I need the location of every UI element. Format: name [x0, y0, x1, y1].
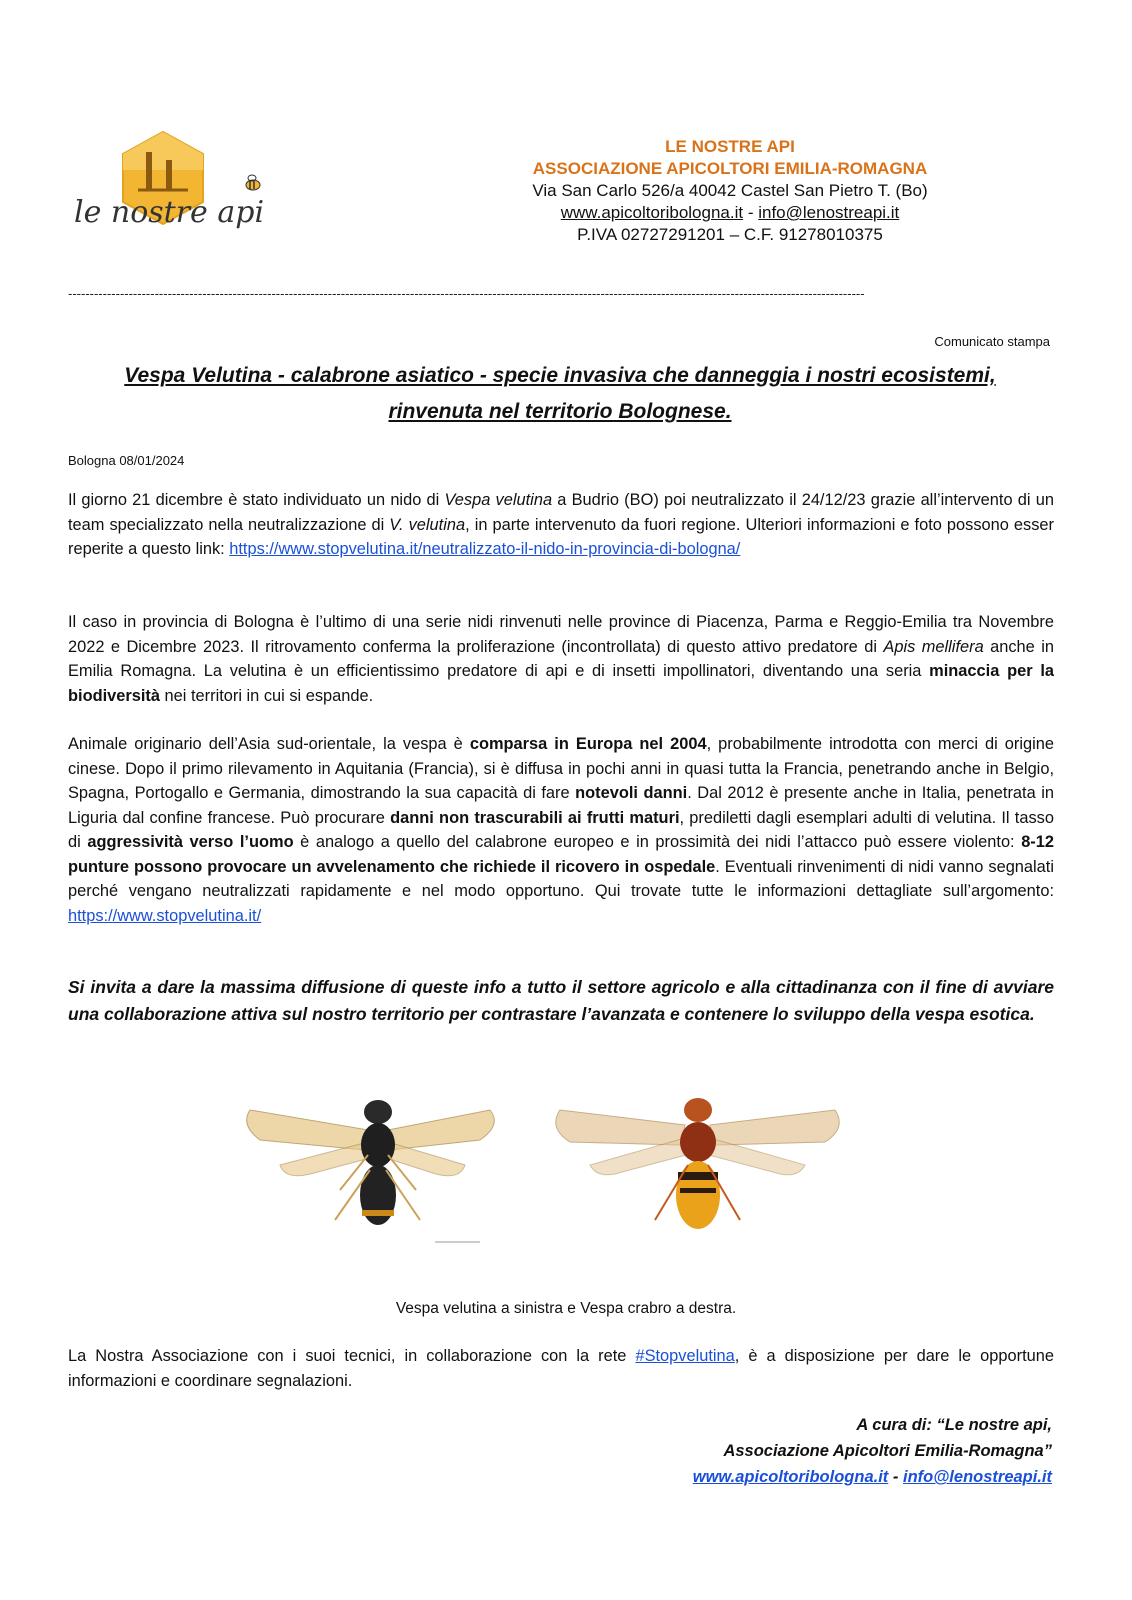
p2-text-a: Il caso in provincia di Bologna è l’ultimo di una serie nidi rinvenuti nelle province di Piacenza, Parma e Reggio-Emilia tra Novembre 2022 e Dicembre 2023. Il ritrovamento conferma la proliferazione (incontrollata) di questo attivo predatore di [68, 613, 1054, 656]
paragraph-5 [68, 1344, 1054, 1393]
header-separator: - [743, 203, 759, 222]
signature-email-link[interactable]: info@lenostreapi.it [902, 1468, 1052, 1486]
p5-text-a: La Nostra Associazione con i suoi tecnici, in collaborazione con la rete [68, 1347, 636, 1365]
association-logo [68, 130, 268, 245]
signature-contacts [693, 1464, 1052, 1490]
stopvelutina-site-link[interactable]: https://www.stopvelutina.it/ [68, 906, 262, 925]
p2-text-b: anche in Emilia Romagna. La velutina è un efficientissimo predatore di api e di insetti impollinatori, diventando una seria [68, 637, 1054, 680]
p3-text-b: , probabilmente introdotta con merci di origine cinese. Dopo il primo rilevamento in Aquitania (Francia), si è diffusa in pochi anni in quasi tutta la Francia, penetrando anche in Belgio, Spagna, Portogallo e Germania, dimostrando la sua capacità di fare [68, 735, 1054, 802]
p2-emphasis: minaccia per la biodiversità [68, 662, 1054, 705]
org-tax-ids: P.IVA 02727291201 – C.F. 91278010375 [577, 225, 883, 244]
p3-emphasis-d: aggressività verso l’uomo [87, 833, 294, 851]
org-name: LE NOSTRE API [665, 137, 795, 156]
p1-species: Vespa velutina [444, 491, 553, 509]
p3-emphasis-a: comparsa in Europa nel 2004 [469, 735, 707, 753]
document-date: Bologna 08/01/2024 [68, 453, 185, 468]
header-email-link[interactable]: info@lenostreapi.it [758, 203, 900, 222]
hornet-photos [240, 1070, 860, 1260]
p1-species-abbr: V. velutina [389, 515, 466, 534]
p3-text-d: , prediletti dagli esemplari adulti di velutina. Il tasso di [68, 808, 1054, 851]
signature-line-2: Associazione Apicoltori Emilia-Romagna” [723, 1442, 1052, 1460]
title-line-1: Vespa Velutina - calabrone asiatico - specie invasiva che danneggia i nostri ecosistemi, [124, 364, 996, 387]
p3-emphasis-c: danni non trascurabili ai frutti maturi [390, 808, 680, 827]
p5-text-b: , è a disposizione per dare le opportune informazioni e coordinare segnalazioni. [68, 1347, 1054, 1390]
signature-line-1: A cura di: “Le nostre api, [856, 1416, 1052, 1434]
vespa-velutina-image [247, 1100, 495, 1242]
stopvelutina-hashtag-link[interactable]: #Stopvelutina [635, 1347, 735, 1365]
signature-separator: - [888, 1468, 903, 1486]
p3-emphasis-e: 8-12 punture possono provocare un avvelenamento che richiede il ricovero in ospedale [68, 833, 1054, 876]
p1-text-c: , in parte intervenuto da fuori regione. Ulteriori informazioni e foto possono esser reperite a questo link: [68, 515, 1054, 558]
photo-caption: Vespa velutina a sinistra e Vespa crabro a destra. [395, 1300, 737, 1317]
signature-website-link[interactable]: www.apicoltoribologna.it [692, 1468, 889, 1486]
paragraph-2 [68, 610, 1054, 708]
bee-icon [246, 175, 260, 190]
p3-text-a: Animale originario dell’Asia sud-orientale, la vespa è [68, 735, 470, 753]
signature-block [693, 1412, 1052, 1490]
stopvelutina-article-link[interactable]: https://www.stopvelutina.it/neutralizzato-il-nido-in-provincia-di-bologna/ [229, 540, 741, 558]
p1-text-b: a Budrio (BO) poi neutralizzato il 24/12/23 grazie all’intervento di un team specializzato nella neutralizzazione di [68, 491, 1054, 534]
title-line-2: rinvenuta nel territorio Bolognese. [388, 400, 732, 423]
p3-text-f: . Eventuali rinvenimenti di nidi vanno segnalati perché vengano neutralizzati rapidamente e nel modo opportuno. Qui trovate tutte le informazioni dettagliate sull’argomento: [68, 857, 1054, 900]
logo-text: le nostre api [74, 195, 265, 230]
paragraph-3 [68, 732, 1054, 928]
header-website-link[interactable]: www.apicoltoribologna.it [560, 203, 744, 222]
paragraph-1 [68, 488, 1054, 562]
header-divider: ---------------------------------------------------------------------------------------------------------------------------------------------------------------------------------------- [68, 286, 865, 300]
p2-text-c: nei territori in cui si espande. [160, 686, 374, 705]
document-title [68, 358, 1052, 430]
call-to-action: Si invita a dare la massima diffusione di queste info a tutto il settore agricolo e alla cittadinanza con il fine di avviare una collaborazione attiva sul nostro territorio per contrastare l’avanzata e contenere lo sviluppo della vespa esotica. [68, 977, 1054, 1024]
vespa-crabro-image [556, 1098, 839, 1229]
letterhead [500, 136, 960, 246]
org-address: Via San Carlo 526/a 40042 Castel San Pietro T. (Bo) [532, 181, 928, 200]
p3-text-e: è analogo a quello del calabrone europeo e in prossimità dei nidi l’attacco può essere violento: [293, 833, 1022, 851]
p2-species: Apis mellifera [883, 637, 984, 656]
p1-text-a: Il giorno 21 dicembre è stato individuato un nido di [68, 491, 445, 509]
org-contacts [500, 202, 960, 224]
p3-text-c: . Dal 2012 è presente anche in Italia, penetrata in Liguria dal confine francese. Può procurare [68, 784, 1054, 827]
document-type-label: Comunicato stampa [934, 334, 1050, 349]
org-full-name: ASSOCIAZIONE APICOLTORI EMILIA-ROMAGNA [532, 159, 928, 178]
p3-emphasis-b: notevoli danni [575, 784, 688, 802]
